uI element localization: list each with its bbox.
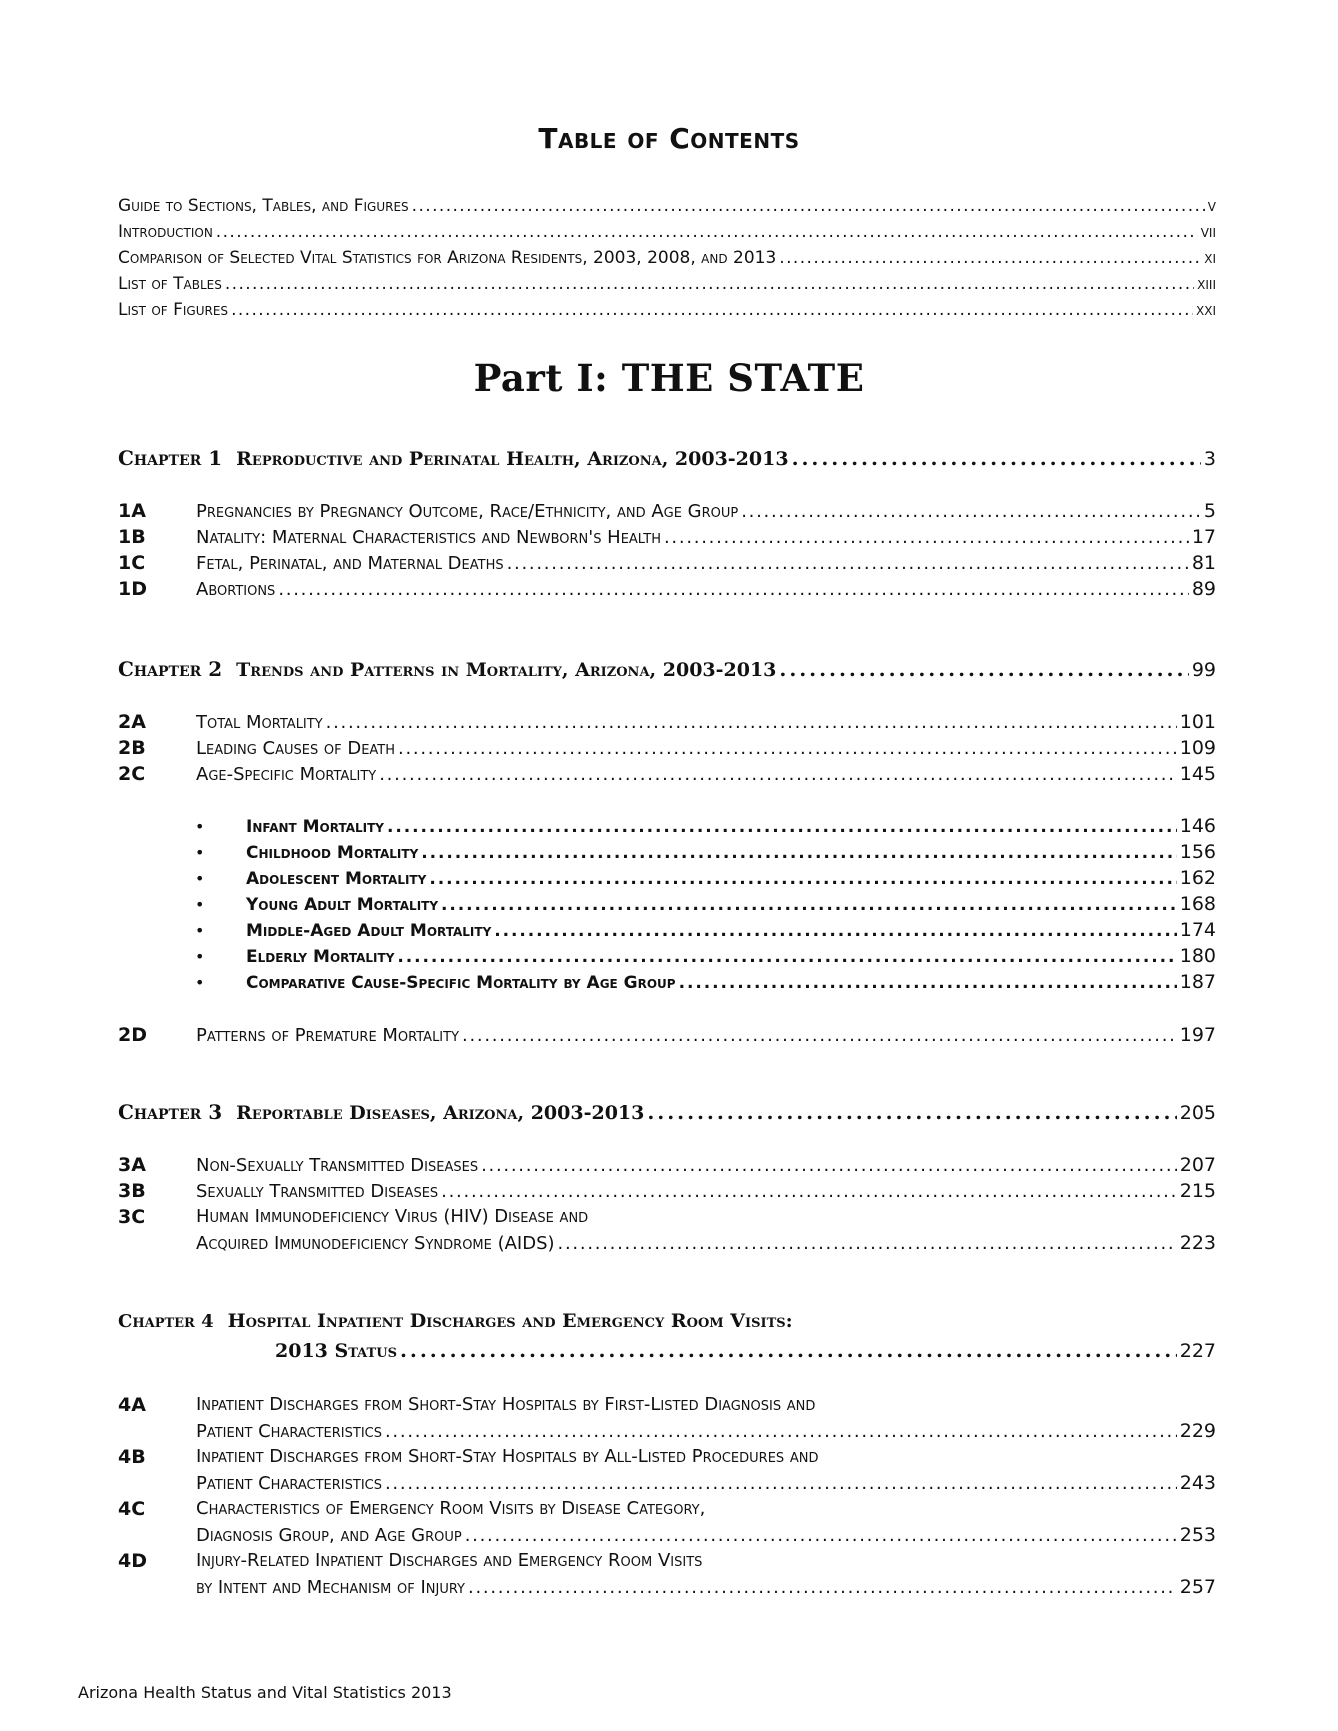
chapter-number: Chapter 2 xyxy=(118,657,223,681)
section-code: 4C xyxy=(118,1498,146,1520)
chapter-title: Reportable Diseases, Arizona, 2003-2013 xyxy=(236,1102,645,1124)
chapter-4-heading-line2[interactable] xyxy=(275,1338,1216,1362)
subsection-label: Adolescent Mortality xyxy=(246,869,427,889)
section-code: 3B xyxy=(118,1180,146,1202)
subsection-page: 156 xyxy=(1179,841,1216,863)
section-page: 17 xyxy=(1191,526,1216,548)
subsection-childhood-mortality[interactable] xyxy=(246,841,1216,863)
dot-leader xyxy=(664,527,1189,548)
section-page: 257 xyxy=(1179,1576,1216,1598)
section-entry-2d[interactable] xyxy=(196,1024,1216,1046)
dot-leader xyxy=(398,738,1177,759)
section-label-line1[interactable]: Characteristics of Emergency Room Visits by Disease Category, xyxy=(196,1498,706,1519)
toc-entry-label: Comparison of Selected Vital Statistics for Arizona Residents, 2003, 2008, and 2013 xyxy=(118,248,777,268)
subsection-adolescent-mortality[interactable] xyxy=(246,867,1216,889)
chapter-title: Trends and Patterns in Mortality, Arizona, 2003-2013 xyxy=(236,659,777,681)
section-label-line1[interactable]: Human Immunodeficiency Virus (HIV) Disease and xyxy=(196,1206,589,1227)
toc-entry-label: Introduction xyxy=(118,222,213,242)
section-label-line1[interactable]: Inpatient Discharges from Short-Stay Hospitals by First-Listed Diagnosis and xyxy=(196,1394,816,1415)
chapter-page: 205 xyxy=(1179,1102,1216,1124)
dot-leader xyxy=(481,1155,1177,1176)
subsection-young-adult-mortality[interactable] xyxy=(246,893,1216,915)
dot-leader xyxy=(792,446,1201,470)
dot-leader xyxy=(225,274,1194,294)
section-page: 101 xyxy=(1179,711,1216,733)
section-entry-3b[interactable] xyxy=(196,1180,1216,1202)
chapter-page: 99 xyxy=(1191,659,1216,681)
chapter-3-heading[interactable] xyxy=(118,1100,1216,1124)
section-label: Acquired Immunodeficiency Syndrome (AIDS) xyxy=(196,1233,555,1254)
dot-leader xyxy=(468,1577,1177,1598)
section-page: 229 xyxy=(1179,1420,1216,1442)
section-page: 81 xyxy=(1191,552,1216,574)
section-label: Age-Specific Mortality xyxy=(196,764,377,785)
section-code: 1D xyxy=(118,578,147,600)
section-label: Patterns of Premature Mortality xyxy=(196,1025,460,1046)
section-code: 2C xyxy=(118,763,146,785)
bullet-icon: • xyxy=(195,843,205,862)
subsection-page: 146 xyxy=(1179,815,1216,837)
bullet-icon: • xyxy=(195,921,205,940)
subsection-infant-mortality[interactable] xyxy=(246,815,1216,837)
toc-entry-page: xi xyxy=(1204,248,1216,268)
subsection-page: 168 xyxy=(1179,893,1216,915)
subsection-label: Middle-Aged Adult Mortality xyxy=(246,921,492,941)
section-entry-3c[interactable] xyxy=(196,1232,1216,1254)
section-entry-3a[interactable] xyxy=(196,1154,1216,1176)
dot-leader xyxy=(779,657,1188,681)
toc-entry-page: xiii xyxy=(1197,274,1216,294)
section-label-line1[interactable]: Injury-Related Inpatient Discharges and Emergency Room Visits xyxy=(196,1550,703,1571)
bullet-icon: • xyxy=(195,817,205,836)
section-code: 1A xyxy=(118,500,146,522)
section-label: Fetal, Perinatal, and Maternal Deaths xyxy=(196,553,504,574)
bullet-icon: • xyxy=(195,869,205,888)
section-code: 4B xyxy=(118,1446,146,1468)
section-page: 109 xyxy=(1179,737,1216,759)
dot-leader xyxy=(507,553,1189,574)
chapter-number: Chapter 1 xyxy=(118,446,223,470)
chapter-number: Chapter 4 xyxy=(118,1311,214,1332)
dot-leader xyxy=(385,1473,1177,1494)
bullet-icon: • xyxy=(195,973,205,992)
subsection-label: Elderly Mortality xyxy=(246,947,395,967)
section-page: 145 xyxy=(1179,763,1216,785)
dot-leader xyxy=(558,1233,1177,1254)
section-page: 223 xyxy=(1179,1232,1216,1254)
toc-entry-label: List of Tables xyxy=(118,274,222,294)
section-code: 2B xyxy=(118,737,146,759)
section-page: 197 xyxy=(1179,1024,1216,1046)
dot-leader xyxy=(387,817,1177,837)
dot-leader xyxy=(462,1025,1177,1046)
section-label: Natality: Maternal Characteristics and Newborn's Health xyxy=(196,527,661,548)
section-label: Patient Characteristics xyxy=(196,1421,382,1442)
toc-entry-page: v xyxy=(1207,196,1216,216)
section-label: Abortions xyxy=(196,579,276,600)
section-entry-1a[interactable] xyxy=(196,500,1216,522)
section-code: 2D xyxy=(118,1024,147,1046)
toc-entry-label: List of Figures xyxy=(118,300,229,320)
section-label: Pregnancies by Pregnancy Outcome, Race/Ethnicity, and Age Group xyxy=(196,501,739,522)
chapter-2-heading[interactable] xyxy=(118,657,1216,681)
section-entry-4d[interactable] xyxy=(196,1576,1216,1598)
section-code: 2A xyxy=(118,711,146,733)
subsection-label: Young Adult Mortality xyxy=(246,895,439,915)
section-label: Total Mortality xyxy=(196,712,323,733)
chapter-page: 3 xyxy=(1203,448,1216,470)
toc-entry-label: Guide to Sections, Tables, and Figures xyxy=(118,196,409,216)
toc-entry-list-of-tables[interactable] xyxy=(118,274,1216,294)
section-page: 215 xyxy=(1179,1180,1216,1202)
section-label: Patient Characteristics xyxy=(196,1473,382,1494)
chapter-page: 227 xyxy=(1179,1340,1216,1362)
section-label: Diagnosis Group, and Age Group xyxy=(196,1525,462,1546)
subsection-label: Comparative Cause-Specific Mortality by Age Group xyxy=(246,973,676,993)
subsection-page: 187 xyxy=(1179,971,1216,993)
section-code: 1C xyxy=(118,552,146,574)
section-label: by Intent and Mechanism of Injury xyxy=(196,1577,465,1598)
toc-entry-list-of-figures[interactable] xyxy=(118,300,1216,320)
chapter-1-heading[interactable] xyxy=(118,446,1216,470)
dot-leader xyxy=(379,764,1177,785)
section-entry-4a[interactable] xyxy=(196,1420,1216,1442)
section-entry-1c[interactable] xyxy=(196,552,1216,574)
section-page: 89 xyxy=(1191,578,1216,600)
subsection-page: 180 xyxy=(1179,945,1216,967)
subsection-label: Infant Mortality xyxy=(246,817,384,837)
section-code: 3C xyxy=(118,1206,146,1228)
dot-leader xyxy=(494,921,1176,941)
section-code: 3A xyxy=(118,1154,146,1176)
bullet-icon: • xyxy=(195,947,205,966)
chapter-4-heading-line1[interactable] xyxy=(118,1310,793,1332)
dot-leader xyxy=(441,895,1177,915)
section-entry-2a[interactable] xyxy=(196,711,1216,733)
dot-leader xyxy=(429,869,1176,889)
section-label: Non-Sexually Transmitted Diseases xyxy=(196,1155,479,1176)
dot-leader xyxy=(741,501,1201,522)
section-page: 207 xyxy=(1179,1154,1216,1176)
toc-entry-guide[interactable] xyxy=(118,196,1216,216)
dot-leader xyxy=(326,712,1177,733)
section-label-line1[interactable]: Inpatient Discharges from Short-Stay Hospitals by All-Listed Procedures and xyxy=(196,1446,819,1467)
dot-leader xyxy=(647,1100,1176,1124)
section-entry-1d[interactable] xyxy=(196,578,1216,600)
dot-leader xyxy=(231,300,1193,320)
subsection-elderly-mortality[interactable] xyxy=(246,945,1216,967)
bullet-icon: • xyxy=(195,895,205,914)
section-entry-2c[interactable] xyxy=(196,763,1216,785)
dot-leader xyxy=(400,1338,1177,1362)
dot-leader xyxy=(679,973,1177,993)
toc-entry-introduction[interactable] xyxy=(118,222,1216,242)
section-label: Leading Causes of Death xyxy=(196,738,396,759)
chapter-title-continued: 2013 Status xyxy=(275,1340,397,1362)
section-page: 253 xyxy=(1179,1524,1216,1546)
dot-leader xyxy=(421,843,1176,863)
section-entry-4b[interactable] xyxy=(196,1472,1216,1494)
subsection-comparative-mortality[interactable] xyxy=(246,971,1216,993)
section-page: 5 xyxy=(1203,500,1216,522)
chapter-number: Chapter 3 xyxy=(118,1100,223,1124)
toc-entry-page: xxi xyxy=(1196,300,1216,320)
section-code: 1B xyxy=(118,526,146,548)
section-code: 4D xyxy=(118,1550,147,1572)
chapter-title: Hospital Inpatient Discharges and Emergency Room Visits: xyxy=(227,1310,793,1332)
chapter-title: Reproductive and Perinatal Health, Arizona, 2003-2013 xyxy=(236,448,789,470)
section-entry-2b[interactable] xyxy=(196,737,1216,759)
section-page: 243 xyxy=(1179,1472,1216,1494)
dot-leader xyxy=(441,1181,1177,1202)
dot-leader xyxy=(385,1421,1177,1442)
page-title: Table of Contents xyxy=(538,122,800,155)
subsection-page: 174 xyxy=(1179,919,1216,941)
page-footer: Arizona Health Status and Vital Statistics 2013 xyxy=(78,1683,452,1702)
subsection-middle-aged-adult-mortality[interactable] xyxy=(246,919,1216,941)
toc-entry-page: vii xyxy=(1200,222,1216,242)
dot-leader xyxy=(216,222,1198,242)
section-entry-4c[interactable] xyxy=(196,1524,1216,1546)
dot-leader xyxy=(465,1525,1177,1546)
dot-leader xyxy=(779,248,1201,268)
section-label: Sexually Transmitted Diseases xyxy=(196,1181,439,1202)
dot-leader xyxy=(278,579,1189,600)
section-entry-1b[interactable] xyxy=(196,526,1216,548)
dot-leader xyxy=(412,196,1205,216)
part-title: Part I: THE STATE xyxy=(473,356,865,400)
subsection-page: 162 xyxy=(1179,867,1216,889)
subsection-label: Childhood Mortality xyxy=(246,843,419,863)
dot-leader xyxy=(397,947,1176,967)
section-code: 4A xyxy=(118,1394,146,1416)
toc-entry-comparison[interactable] xyxy=(118,248,1216,268)
